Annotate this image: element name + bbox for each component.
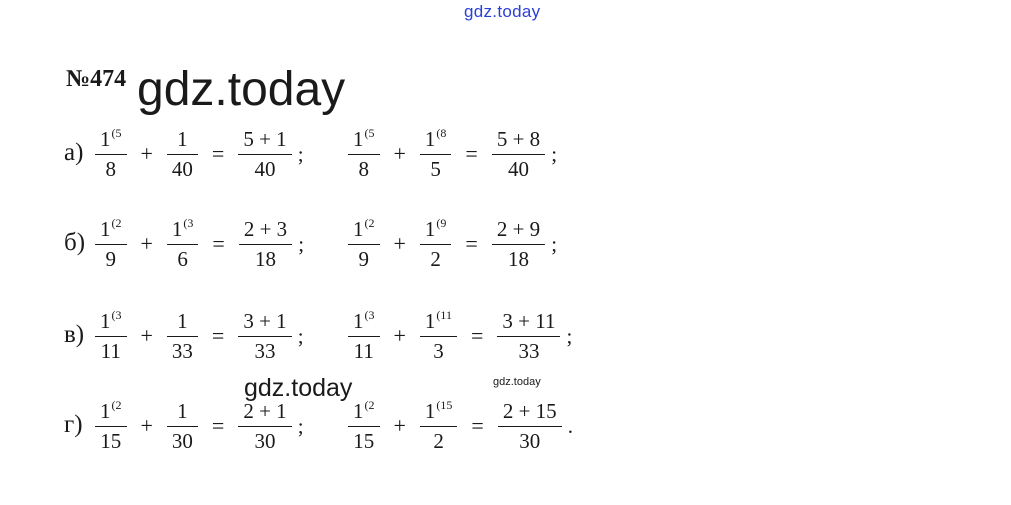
result-fraction (238, 127, 291, 182)
term-a-numerator (348, 308, 380, 336)
term-b-numerator-value: 1 (177, 398, 188, 423)
term-a-denominator: 11 (100, 339, 121, 364)
term-b-extension-factor: (15 (436, 398, 453, 412)
result-denominator: 18 (508, 246, 530, 271)
result-numerator-value: 5 + 8 (496, 126, 541, 151)
term-b-numerator (167, 216, 199, 244)
result-fraction (239, 217, 292, 272)
term-a-numerator-value: 1 (100, 399, 111, 423)
term-b-numerator (420, 398, 458, 426)
term-b-numerator (420, 126, 452, 154)
term-a-denominator: 9 (358, 247, 369, 272)
equation-left (92, 216, 304, 272)
result-denominator: 18 (255, 246, 277, 271)
term-a-numerator-value: 1 (100, 309, 111, 333)
result-denominator: 30 (519, 428, 541, 453)
equation-left (92, 126, 304, 182)
equals-sign: = (471, 413, 484, 439)
result-numerator (238, 309, 291, 336)
term-a-fraction (95, 308, 127, 364)
equals-sign: = (212, 231, 225, 257)
plus-sign: + (140, 323, 153, 349)
term-a-fraction (348, 398, 380, 454)
term-b-numerator (420, 216, 452, 244)
result-numerator (239, 217, 292, 244)
term-b-numerator-value: 1 (424, 217, 436, 241)
problem-number: №474 (66, 66, 127, 92)
term-b-numerator (420, 308, 457, 336)
term-a-extension-factor: (2 (111, 216, 122, 230)
term-b-denominator: 2 (430, 247, 441, 272)
term-a-denominator: 9 (105, 247, 116, 272)
punctuation: ; (551, 141, 558, 166)
equals-sign: = (211, 141, 225, 167)
term-b-numerator-value: 1 (177, 126, 188, 151)
term-a-numerator (348, 126, 380, 154)
term-a-denominator: 8 (358, 157, 369, 182)
term-a-numerator-value: 1 (100, 127, 111, 151)
result-denominator: 33 (518, 338, 540, 363)
term-b-extension-factor: (8 (436, 126, 447, 140)
term-a-extension-factor: (3 (364, 308, 375, 322)
term-a-extension-factor: (2 (364, 216, 375, 230)
equals-sign: = (465, 141, 478, 167)
term-b-numerator (172, 309, 193, 336)
row-label: г) (64, 411, 83, 438)
punctuation: ; (551, 231, 558, 256)
result-numerator-value: 2 + 3 (243, 216, 288, 241)
equals-sign: = (211, 413, 225, 439)
term-b-denominator: 30 (171, 428, 193, 453)
term-b-extension-factor: (3 (183, 216, 194, 230)
plus-sign: + (140, 413, 153, 439)
equals-sign: = (470, 323, 484, 349)
result-numerator-value: 3 + 11 (502, 308, 556, 333)
term-a-denominator: 8 (105, 157, 116, 182)
term-a-numerator (95, 308, 127, 336)
term-b-numerator-value: 1 (424, 127, 436, 151)
equation-right (345, 126, 557, 182)
result-numerator (238, 127, 291, 154)
plus-sign: + (140, 141, 153, 167)
term-b-extension-factor: (11 (436, 308, 452, 322)
plus-sign: + (393, 231, 406, 257)
term-b-numerator-value: 1 (424, 399, 436, 423)
term-b-numerator-value: 1 (177, 308, 188, 333)
result-numerator-value: 5 + 1 (243, 126, 287, 151)
term-a-extension-factor: (2 (111, 398, 122, 412)
term-b-denominator: 2 (433, 429, 444, 454)
plus-sign: + (393, 413, 406, 439)
term-b-fraction (420, 216, 452, 272)
watermark-small: gdz.today (493, 376, 541, 388)
result-numerator-value: 2 + 15 (502, 398, 557, 423)
result-fraction (497, 309, 560, 364)
result-numerator-value: 2 + 1 (243, 398, 287, 423)
result-numerator (492, 127, 545, 154)
term-a-fraction (95, 216, 127, 272)
equation-right (345, 308, 572, 364)
term-b-numerator-value: 1 (171, 217, 183, 241)
result-denominator: 40 (508, 156, 530, 181)
punctuation: ; (297, 323, 304, 348)
term-b-denominator: 6 (177, 247, 188, 272)
term-a-fraction (95, 398, 127, 454)
result-denominator: 30 (254, 428, 276, 453)
term-a-fraction (348, 126, 380, 182)
result-fraction (492, 127, 545, 182)
term-b-fraction (420, 308, 457, 364)
term-b-denominator: 3 (433, 339, 444, 364)
result-fraction (238, 399, 291, 454)
term-a-extension-factor: (5 (111, 126, 122, 140)
term-a-numerator-value: 1 (353, 399, 364, 423)
term-b-fraction (420, 398, 458, 454)
term-b-extension-factor: (9 (436, 216, 447, 230)
result-fraction (498, 399, 562, 454)
term-b-numerator-value: 1 (424, 309, 436, 333)
result-numerator (498, 399, 562, 426)
term-a-extension-factor: (3 (111, 308, 122, 322)
term-a-numerator (95, 126, 127, 154)
punctuation: . (567, 413, 573, 438)
equals-sign: = (465, 231, 478, 257)
plus-sign: + (393, 323, 406, 349)
term-a-fraction (95, 126, 127, 182)
term-b-fraction (420, 126, 452, 182)
watermark-big: gdz.today (137, 63, 346, 116)
term-b-denominator: 5 (430, 157, 441, 182)
result-numerator (238, 399, 291, 426)
term-a-numerator-value: 1 (353, 309, 364, 333)
term-b-denominator: 40 (171, 156, 193, 181)
result-numerator-value: 2 + 9 (496, 216, 541, 241)
term-b-numerator (172, 399, 193, 426)
result-numerator (492, 217, 545, 244)
term-a-numerator-value: 1 (353, 127, 364, 151)
equals-sign: = (211, 323, 225, 349)
row-label: б) (64, 229, 86, 256)
term-a-fraction (348, 216, 380, 272)
term-a-numerator-value: 1 (353, 217, 364, 241)
result-denominator: 33 (254, 338, 276, 363)
result-numerator-value: 3 + 1 (243, 308, 287, 333)
result-fraction (492, 217, 545, 272)
term-b-fraction (167, 127, 198, 182)
term-a-denominator: 15 (353, 429, 375, 454)
term-a-numerator (348, 398, 380, 426)
term-a-extension-factor: (5 (364, 126, 375, 140)
punctuation: ; (298, 231, 305, 256)
term-a-numerator (348, 216, 380, 244)
term-a-numerator-value: 1 (100, 217, 111, 241)
term-a-extension-factor: (2 (364, 398, 375, 412)
watermark-mid: gdz.today (244, 374, 353, 402)
result-numerator (497, 309, 560, 336)
term-b-fraction (167, 216, 199, 272)
row-label: в) (64, 321, 85, 348)
term-b-denominator: 33 (171, 338, 193, 363)
punctuation: ; (297, 413, 304, 438)
equation-right (345, 216, 557, 272)
equation-left (92, 308, 304, 364)
term-a-denominator: 11 (353, 339, 374, 364)
equation-right (345, 398, 573, 454)
plus-sign: + (140, 231, 153, 257)
watermark-top: gdz.today (464, 2, 541, 21)
term-a-fraction (348, 308, 380, 364)
result-denominator: 40 (254, 156, 276, 181)
plus-sign: + (393, 141, 406, 167)
punctuation: ; (566, 323, 573, 348)
term-a-numerator (95, 216, 127, 244)
row-label: а) (64, 139, 84, 166)
term-b-fraction (167, 399, 198, 454)
equation-left (92, 398, 304, 454)
result-fraction (238, 309, 291, 364)
term-b-numerator (172, 127, 193, 154)
term-a-numerator (95, 398, 127, 426)
term-a-denominator: 15 (100, 429, 122, 454)
punctuation: ; (297, 141, 304, 166)
term-b-fraction (167, 309, 198, 364)
